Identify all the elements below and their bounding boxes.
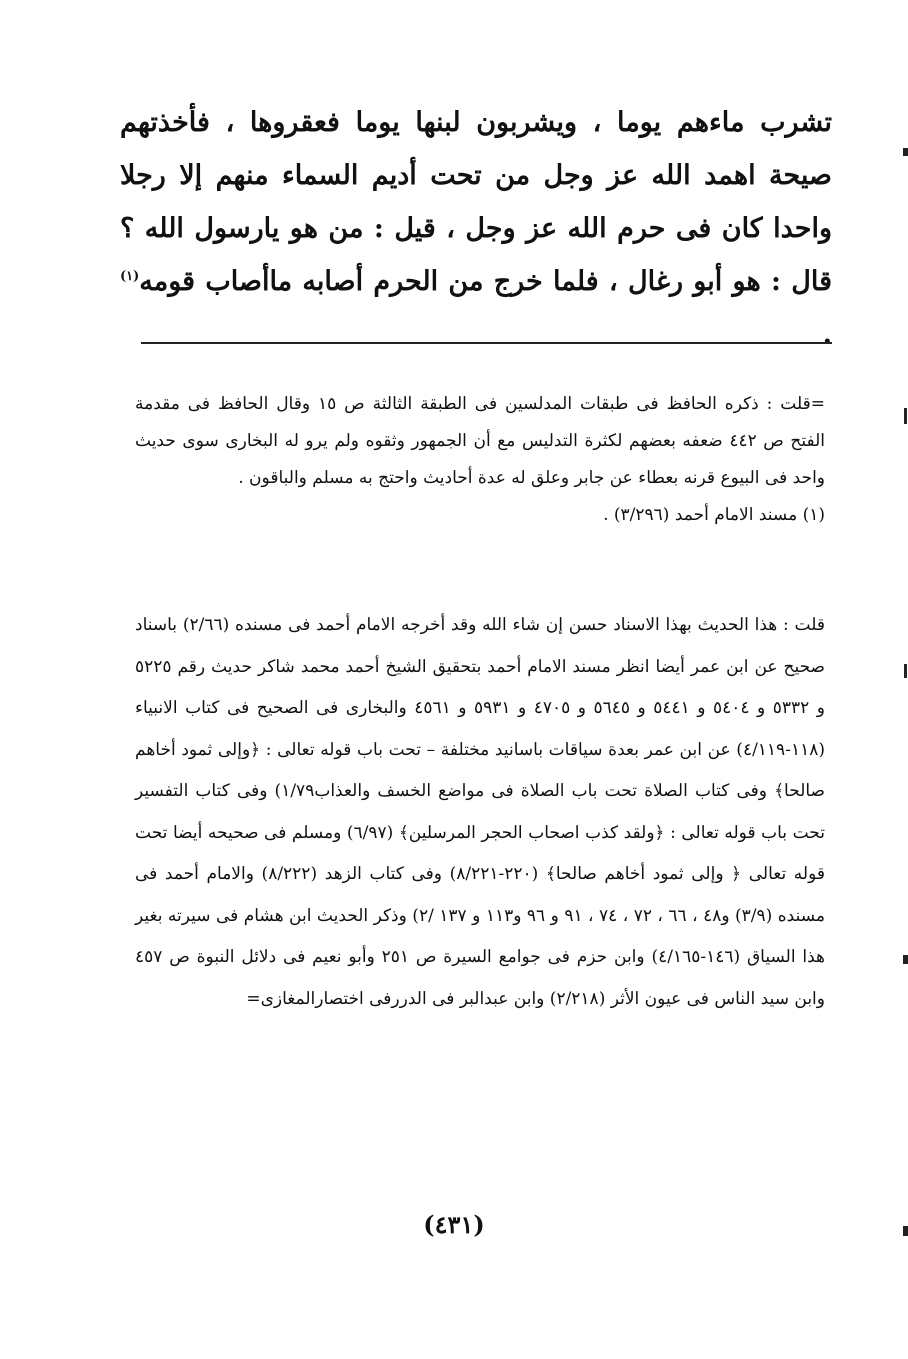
main-paragraph-end: . [822, 319, 832, 350]
footnotes [135, 386, 825, 534]
main-paragraph [120, 96, 832, 361]
main-paragraph-text: تشرب ماءهم يوما ، ويشربون لبنها يوما فعقروها ، فأخذتهم صيحة اهمد الله عز وجل من تحت أديم السماء منهم إلا رجلا واحدا كان فى حرم الله عز وجل ، قيل : من هو يارسول الله ؟ قال : هو أبو رغال ، فلما خرج من الحرم أصابه ماأصاب قومه [120, 107, 832, 297]
edge-mark [903, 148, 908, 156]
footnote-1: (١) مسند الامام أحمد (٣/٢٩٦) . [603, 505, 825, 525]
edge-mark [904, 408, 907, 424]
edge-mark [903, 1226, 908, 1236]
footnote-divider [141, 342, 832, 344]
commentary [135, 605, 825, 1020]
footnote-marker: (١) [120, 269, 140, 284]
edge-mark [904, 664, 907, 678]
commentary-text: قلت : هذا الحديث بهذا الاسناد حسن إن شاء الله وقد أخرجه الامام أحمد فى مسنده (٢/٦٦) باسناد صحيح عن ابن عمر أيضا انظر مسند الامام أحمد بتحقيق الشيخ أحمد محمد شاكر حديث رقم ٥٢٢٥ و ٥٣٣٢ و ٥٤٠٤ و ٥٤٤١ و ٥٦٤٥ و ٤٧٠٥ و ٥٩٣١ و ٤٥٦١ والبخارى فى الصحيح فى كتاب الانبياء (١١٨-٤/١١٩) عن ابن عمر بعدة سياقات باسانيد مختلفة – تحت باب قوله تعالى : ﴿وإلى ثمود أخاهم صالحا﴾ وفى كتاب الصلاة تحت باب الصلاة فى مواضع الخسف والعذاب١/٧٩) وفى كتاب التفسير تحت باب قوله تعالى : ﴿ولقد كذب اصحاب الحجر المرسلين﴾ (٦/٩٧) ومسلم فى صحيحه أيضا تحت قوله تعالى ﴿ وإلى ثمود أخاهم صالحا﴾ (٢٢٠-٨/٢٢١) وفى كتاب الزهد (٨/٢٢٢) والامام أحمد فى مسنده (٣/٩) و٤٨ ، ٦٦ ، ٧٢ ، ٧٤ ، ٩١ و ٩٦ و١١٣ و ١٣٧ /٢) وذكر الحديث ابن هشام فى سيرته بغير هذا السياق (١٤٦-٤/١٦٥) وابن حزم فى جوامع السيرة ص ٢٥١ وأبو نعيم فى دلائل النبوة ص ٤٥٧ وابن سيد الناس فى عيون الأثر (٢/٢١٨) وابن عبدالبر فى الدررفى اختصارالمغازى= [135, 615, 826, 1009]
footnote-continuation: =قلت : ذكره الحافظ فى طبقات المدلسين فى الطبقة الثالثة ص ١٥ وقال الحافظ فى مقدمة الفتح ص ٤٤٢ ضعفه بعضهم لكثرة التدليس مع أن الجمهور وثقوه ولم يرو له البخارى سوى حديث واحد فى البيوع قرنه بعطاء عن جابر وعلق له عدة أحاديث واحتج به مسلم والباقون . [135, 394, 826, 488]
page-number: (٤٣١) [423, 1210, 485, 1239]
main-text [120, 96, 832, 361]
edge-mark [903, 955, 908, 964]
